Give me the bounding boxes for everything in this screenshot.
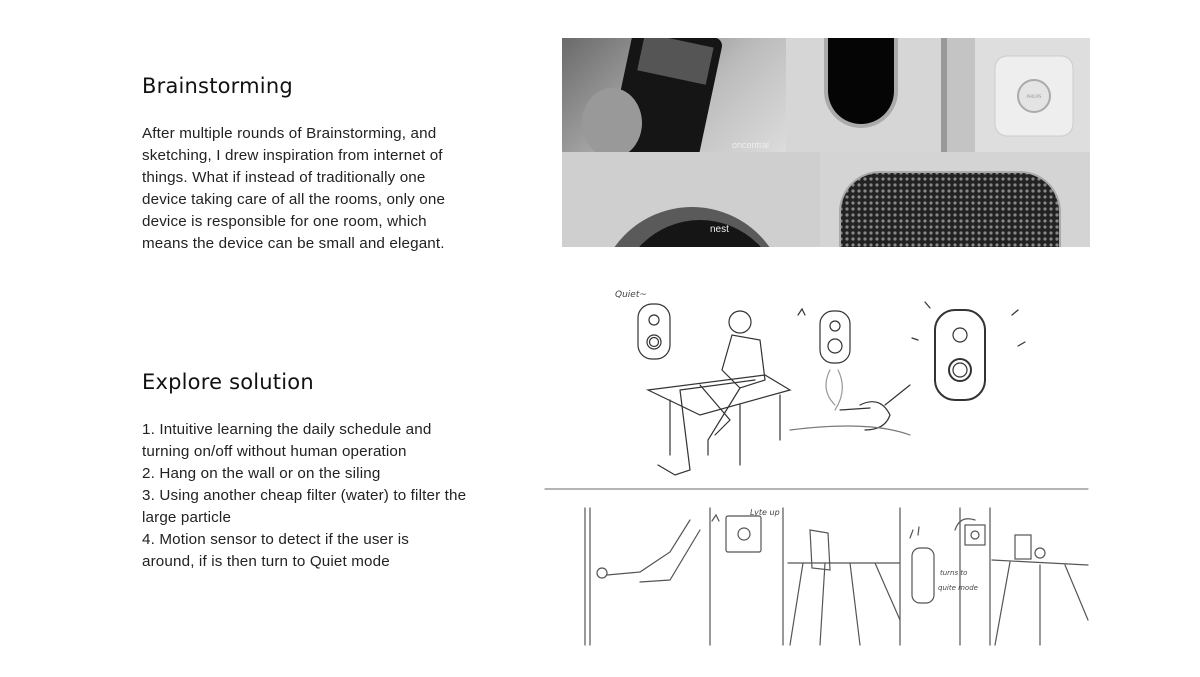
concept-sketches	[540, 280, 1100, 650]
phone-watermark: oncentral	[732, 140, 770, 150]
list-line: 3. Using another cheap filter (water) to filter the	[142, 487, 467, 504]
text-line: device taking care of all the rooms, only one	[142, 191, 446, 208]
text-line: After multiple rounds of Brainstorming, and	[142, 125, 437, 142]
text-line: device is responsible for one room, which	[142, 213, 427, 230]
storyboard-panels	[585, 508, 1088, 645]
annotation-quiet: Quiet~	[615, 290, 647, 300]
annotation-turns-to: turns to	[940, 569, 968, 577]
doorbell-photo	[786, 38, 975, 152]
device-sketch-quiet	[615, 290, 670, 359]
nest-logo: nest	[710, 224, 729, 235]
nest-protect-photo	[820, 152, 1090, 247]
list-line: around, if is then turn to Quiet mode	[142, 553, 390, 570]
list-line: 4. Motion sensor to detect if the user is	[142, 531, 409, 548]
brainstorming-heading: Brainstorming	[142, 74, 293, 98]
list-line: 1. Intuitive learning the daily schedule and	[142, 421, 432, 438]
text-line: things. What if instead of traditionally one	[142, 169, 426, 186]
text-line: means the device can be small and elegant.	[142, 235, 445, 252]
list-line: 2. Hang on the wall or on the siling	[142, 465, 381, 482]
list-line: large particle	[142, 509, 232, 526]
philips-logo: PHILIPS	[1026, 94, 1042, 99]
person-sitting-sketch	[648, 311, 790, 475]
philips-hub-photo	[975, 38, 1090, 152]
smartphone-photo	[562, 38, 786, 152]
text-line: sketching, I drew inspiration from internet of	[142, 147, 443, 164]
device-sketch-smoke	[790, 309, 910, 435]
device-sketch-alert	[912, 302, 1025, 400]
explore-solution-list	[142, 419, 512, 573]
annotation-quiet-mode: quite mode	[938, 584, 978, 592]
list-line: turning on/off without human operation	[142, 443, 407, 460]
explore-solution-heading: Explore solution	[142, 370, 314, 394]
brainstorming-paragraph	[142, 123, 512, 255]
inspiration-collage	[562, 38, 1090, 247]
annotation-light-up: Lyte up	[750, 508, 780, 517]
nest-thermostat-photo	[562, 152, 820, 247]
